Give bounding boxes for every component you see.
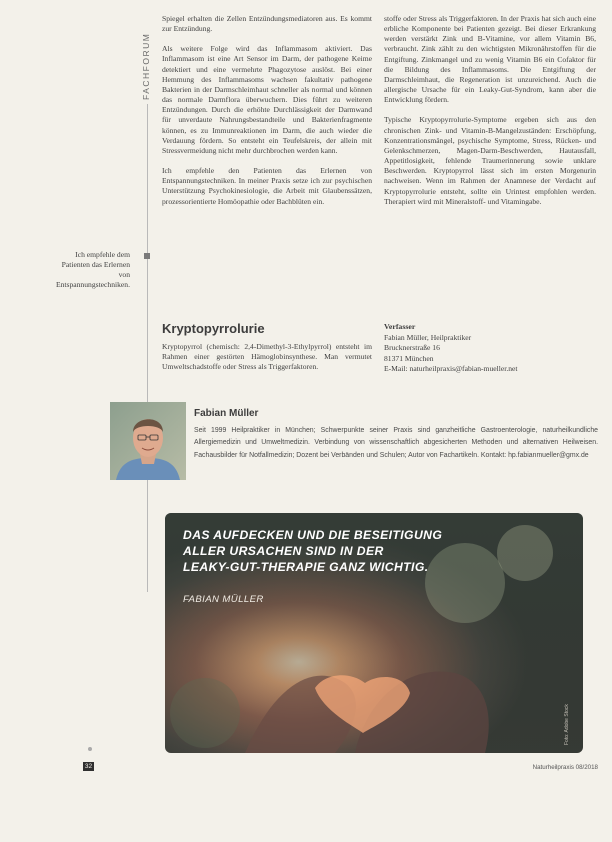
page-number: 32 <box>84 763 93 770</box>
paragraph: Als weitere Folge wird das Inflammasom aktiviert. Das Inflammasom ist eine Art Sensor im Darm, der pathogene Keime detektiert und eine vermehrte Phagozytose auslöst. Bei einer Hemmung des Inflammasoms wachsen fakultativ pathogene Bakterien in der Darmschleimhaut schneller als normal und können das normale Darmflora überwuchern. Dies führt zu weiteren Entzündungen. Durch die erhöhte Durchlässigkeit der Darmwand für unverdaute Nahrungsbestandteile und Bakterienfragmente können, es zu Immunreaktionen im Darm, die auch wieder die Verdauung fördern. So entsteht ein Teufelskreis, der allein mit Stressvermeidung nicht mehr durchbrochen werden kann. <box>162 44 372 155</box>
paragraph: Spiegel erhalten die Zellen Entzündungsmediatoren aus. Es kommt zur Entzündung. <box>162 14 372 34</box>
section-heading: Kryptopyrrolurie <box>162 321 265 336</box>
photo-credit: Foto: Adobe Stock <box>564 704 570 745</box>
banner-quote <box>183 527 563 575</box>
journal-issue: Naturheilpraxis 08/2018 <box>532 764 598 771</box>
banner-quote-line: DAS AUFDECKEN UND DIE BESEITIGUNG <box>183 528 443 542</box>
banner-quote-author: FABIAN MÜLLER <box>183 594 264 605</box>
left-column <box>162 14 372 217</box>
author-street: Brucknerstraße 16 <box>384 343 440 353</box>
author-details <box>384 333 596 374</box>
author-heading: Verfasser <box>384 322 416 331</box>
margin-bullet-icon <box>144 253 150 259</box>
author-city: 81371 München <box>384 353 434 363</box>
paragraph: stoffe oder Stress als Triggerfaktoren. In der Praxis hat sich auch eine erbliche Komponente bei Patienten gezeigt. Bei dieser Erkrankung werden verstärkt Zink und B-Vitamine, vor allem Vitamin B6, verbraucht. Zink zählt zu den wichtigsten Mikronährstoffen für die Entgiftung. Zinkmangel und zu wenig Vitamin B6 ein Cofaktor für die Bildung des Inflammasoms. Die Entgiftung der Darmschleimhaut, die Regeneration ist unzureichend. Auch die allergische Ursache für ein Leaky-Gut-Syndrom, kann aber die Entwicklung fördern. <box>384 14 596 105</box>
author-name: Fabian Müller, Heilpraktiker <box>384 333 472 342</box>
paragraph: Ich empfehle den Patienten das Erlernen von Entspannungstechniken. In meiner Praxis setze ich zur psychischen Unterstützung Psychokinesiologie, die Arbeit mit Glaubenssätzen, prozessorientierte Homöopathie oder Bachblüten ein. <box>162 166 372 206</box>
author-email-link[interactable]: E-Mail: naturheilpraxis@fabian-mueller.net <box>384 363 518 373</box>
bio-text: Seit 1999 Heilpraktiker in München; Schwerpunkte seiner Praxis sind ganzheitliche Gastroenterologie, naturheilkundliche Allergiemedizin und Umweltmedizin. Verbindung von wissenschaftlich abgesicherten Methoden und alternativen Heilweisen. Fachausbilder für Notfallmedizin; Dozent bei Verbänden und Schulen; Autor von Fachartikeln. Kontakt: hp.fabianmueller@gmx.de <box>194 427 598 459</box>
margin-rule <box>147 104 148 592</box>
pull-quote: Ich empfehle dem Patienten das Erlernen von Entspannungstechniken. <box>55 250 130 289</box>
paragraph: Typische Kryptopyrrolurie-Symptome ergeben sich aus den chronischen Zink- und Vitamin-B-Mangelzuständen: Erschöpfung, Konzentrationsmängel, psychische Symptome, Stress, Rücken- und Gelenkschmerzen, Magen-Darm-Beschwerden, Hautausfall, Appetitlosigkeit, fehlende Traumerinnerung sowie unklare Beschwerden. Kryptopyrrol lässt sich im ersten Morgenurin nachweisen. Wenn im Rahmen der Anamnese der Verdacht auf Kryptopyrrolurie entsteht, sollte ein Urintest empfohlen werden. Therapiert wird mit Mineralstoff- und Vitamingabe. <box>384 115 596 206</box>
banner-quote-line: ALLER URSACHEN SIND IN DER <box>183 544 384 558</box>
page-mark-icon <box>88 747 92 751</box>
section-label: FACHFORUM <box>141 32 151 100</box>
bio-name: Fabian Müller <box>194 408 259 419</box>
banner-quote-line: LEAKY-GUT-THERAPIE GANZ WICHTIG. <box>183 560 429 574</box>
author-portrait-image <box>110 402 186 480</box>
right-column <box>384 14 596 217</box>
section-text: Kryptopyrrol (chemisch: 2,4-Dimethyl-3-Ethylpyrrol) entsteht im Rahmen einer gestörten Hämoglobinsynthese. Man vermutet Umweltschadstoffe oder Stress als Triggerfaktoren. <box>162 342 372 372</box>
